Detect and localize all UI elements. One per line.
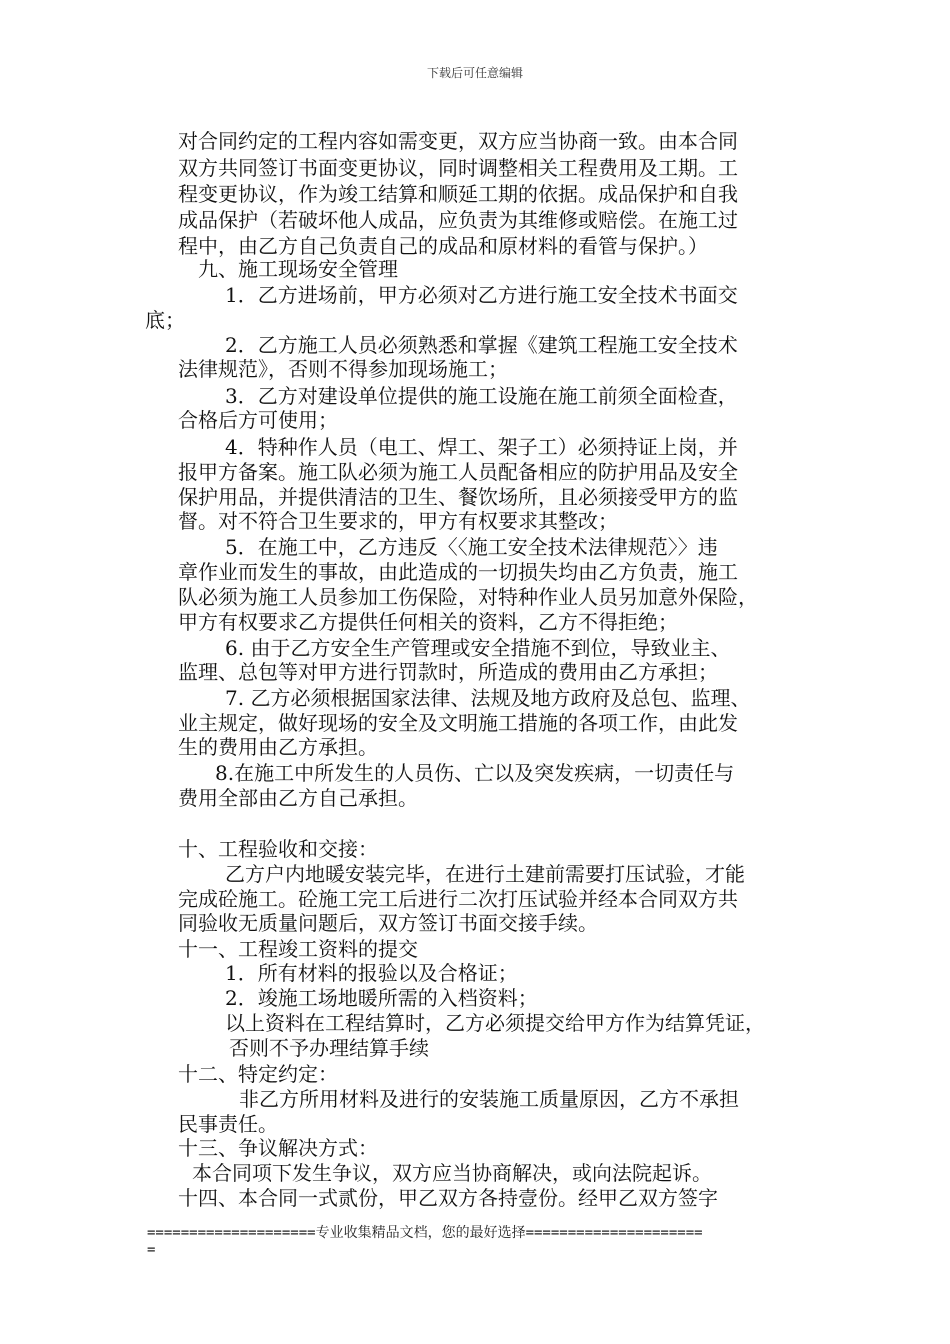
body-line: 队必须为施工人员参加工伤保险，对特种作业人员另加意外保险， bbox=[178, 585, 758, 609]
body-line: 8.在施工中所发生的人员伤、亡以及突发疾病，一切责任与 bbox=[215, 761, 735, 785]
body-line: 乙方户内地暖安装完毕，在进行土建前需要打压试验，才能 bbox=[225, 862, 745, 886]
body-line: 完成砼施工。砼施工完工后进行二次打压试验并经本合同双方共 bbox=[178, 887, 738, 911]
body-line: 6. 由于乙方安全生产管理或安全措施不到位，导致业主、 bbox=[225, 636, 731, 660]
body-line: 督。对不符合卫生要求的，甲方有权要求其整改； bbox=[178, 509, 618, 533]
body-line: 成品保护（若破坏他人成品，应负责为其维修或赔偿。在施工过 bbox=[178, 208, 738, 232]
body-line: 程变更协议，作为竣工结算和顺延工期的依据。成品保护和自我 bbox=[178, 182, 738, 206]
section-heading: 十四、本合同一式贰份，甲乙双方各持壹份。经甲乙双方签字 bbox=[178, 1186, 718, 1210]
body-line: 甲方有权要求乙方提供任何相关的资料，乙方不得拒绝； bbox=[178, 610, 678, 634]
body-line: 同验收无质量问题后，双方签订书面交接手续。 bbox=[178, 911, 598, 935]
body-line: 合格后方可使用； bbox=[178, 408, 338, 432]
body-line: 双方共同签订书面变更协议，同时调整相关工程费用及工期。工 bbox=[178, 156, 738, 180]
page-footer-continuation: = bbox=[147, 1242, 156, 1258]
page-header: 下载后可任意编辑 bbox=[426, 66, 523, 80]
section-heading: 十一、工程竣工资料的提交 bbox=[178, 937, 418, 961]
body-line: 4．特种作人员（电工、焊工、架子工）必须持证上岗，并 bbox=[225, 435, 738, 459]
body-line: 2．乙方施工人员必须熟悉和掌握《建筑工程施工安全技术 bbox=[225, 333, 738, 357]
body-line: 业主规定，做好现场的安全及文明施工措施的各项工作，由此发 bbox=[178, 711, 738, 735]
body-line: 否则不予办理结算手续 bbox=[229, 1036, 429, 1060]
body-line: 保护用品，并提供清洁的卫生、餐饮场所，且必须接受甲方的监 bbox=[178, 485, 738, 509]
body-line: 费用全部由乙方自己承担。 bbox=[178, 786, 418, 810]
body-line: 章作业而发生的事故，由此造成的一切损失均由乙方负责，施工 bbox=[178, 560, 738, 584]
body-line: 法律规范》，否则不得参加现场施工； bbox=[178, 357, 508, 381]
body-line: 民事责任。 bbox=[178, 1112, 278, 1136]
body-line: 1．所有材料的报验以及合格证； bbox=[225, 961, 518, 985]
section-heading: 十、工程验收和交接： bbox=[178, 837, 378, 861]
body-line: 7. 乙方必须根据国家法律、法规及地方政府及总包、监理、 bbox=[225, 686, 751, 710]
body-line: 1．乙方进场前，甲方必须对乙方进行施工安全技术书面交 bbox=[225, 283, 738, 307]
body-line: 5．在施工中，乙方违反〈〈施工安全技术法律规范〉〉违 bbox=[225, 535, 718, 559]
section-heading: 九、施工现场安全管理 bbox=[198, 257, 398, 281]
body-line: 监理、总包等对甲方进行罚款时，所造成的费用由乙方承担； bbox=[178, 660, 718, 684]
body-line: 2．竣施工场地暖所需的入档资料； bbox=[225, 986, 538, 1010]
body-line: 程中，由乙方自己负责自己的成品和原材料的看管与保护。） bbox=[178, 234, 708, 258]
body-line: 报甲方备案。施工队必须为施工人员配备相应的防护用品及安全 bbox=[178, 460, 738, 484]
section-heading: 十三、争议解决方式： bbox=[178, 1136, 378, 1160]
section-heading: 十二、特定约定： bbox=[178, 1062, 338, 1086]
body-line: 3．乙方对建设单位提供的施工设施在施工前须全面检查， bbox=[225, 384, 738, 408]
body-line: 生的费用由乙方承担。 bbox=[178, 735, 378, 759]
body-line: 对合同约定的工程内容如需变更，双方应当协商一致。由本合同 bbox=[178, 129, 738, 153]
body-line: 底； bbox=[145, 308, 185, 332]
body-line: 以上资料在工程结算时，乙方必须提交给甲方作为结算凭证， bbox=[225, 1011, 765, 1035]
body-line: 非乙方所用材料及进行的安装施工质量原因，乙方不承担 bbox=[239, 1087, 739, 1111]
body-line: 本合同项下发生争议，双方应当协商解决，或向法院起诉。 bbox=[192, 1161, 712, 1185]
page-footer: ====================专业收集精品文档，您的最好选择===================== bbox=[147, 1225, 703, 1241]
